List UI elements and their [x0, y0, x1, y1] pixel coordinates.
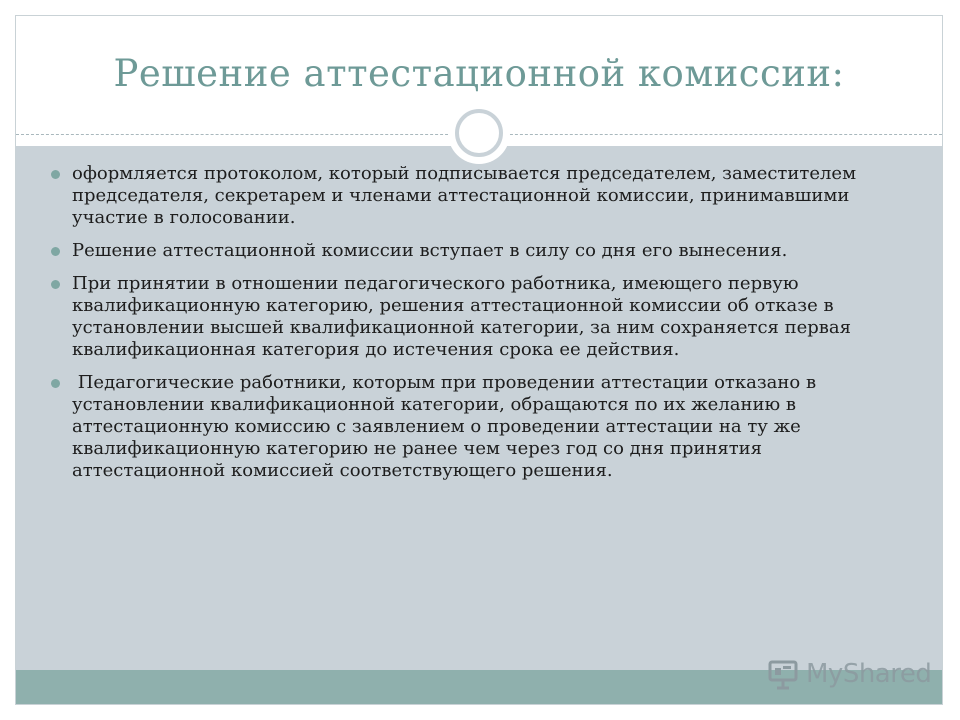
bullet-marker	[51, 280, 60, 289]
bullet-marker	[51, 247, 60, 256]
presentation-board-icon	[766, 657, 800, 691]
circle-ornament-icon	[446, 100, 512, 166]
bullet-list	[46, 163, 906, 493]
myshared-watermark	[766, 654, 931, 694]
bullet-item	[46, 240, 906, 262]
bullet-text: Решение аттестационной комиссии вступает в силу со дня его вынесения.	[72, 240, 788, 261]
bullet-marker	[51, 379, 60, 388]
bullet-text: При принятии в отношении педагогического работника, имеющего первую квалификационную категорию, решения аттестационной комиссии об отказе в установлении высшей квалификационной категории, за ним сохраняется первая квалификационная категория до истечения срока ее действия.	[72, 273, 851, 360]
bullet-item	[46, 163, 906, 229]
watermark-text: MyShared	[806, 659, 932, 689]
bullet-text: Педагогические работники, которым при проведении аттестации отказано в установлении квалификационной категории, обращаются по их желанию в аттестационную комиссию с заявлением о проведении аттестации на ту же квалификационную категорию не ранее чем через год со дня принятия аттестационной комиссией соответствующего решения.	[72, 372, 822, 481]
bullet-text: оформляется протоколом, который подписывается председателем, заместителем председателя, секретарем и членами аттестационной комиссии, принимавшими участие в голосовании.	[72, 163, 857, 228]
bullet-item	[46, 372, 906, 482]
bullet-item	[46, 273, 906, 361]
slide-title: Решение аттестационной комиссии:	[113, 52, 845, 95]
bullet-marker	[51, 170, 60, 179]
